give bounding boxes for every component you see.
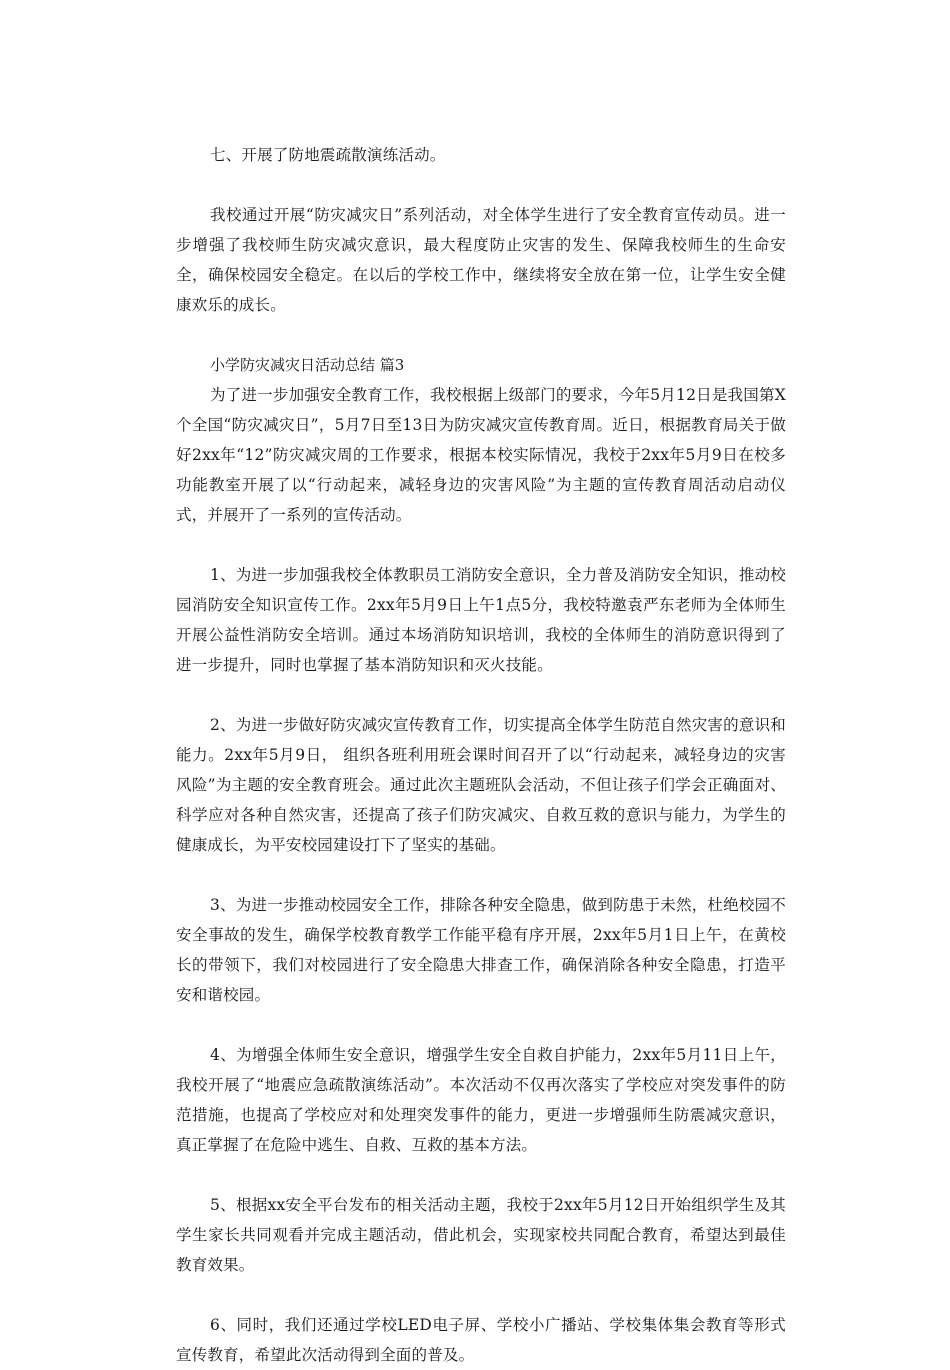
item-4-paragraph: 4、为增强全体师生安全意识，增强学生安全自救自护能力，2xx年5月11日上午，我校开展了“地震应急疏散演练活动”。本次活动不仅再次落实了学校应对突发事件的防范措施，也提高了学校应对和处理突发事件的能力，更进一步增强师生防震减灾意识，真正掌握了在危险中逃生、自救、互救的基本方法。 (176, 1046, 786, 1154)
section-7-heading: 七、开展了防地震疏散演练活动。 (210, 146, 446, 164)
summary-paragraph: 我校通过开展“防灾减灾日”系列活动，对全体学生进行了安全教育宣传动员。进一步增强了我校师生防灾减灾意识，最大程度防止灾害的发生、保障我校师生的生命安全，确保校园安全稳定。在以后的学校工作中，继续将安全放在第一位，让学生安全健康欢乐的成长。 (176, 206, 786, 314)
item-2-paragraph: 2、为进一步做好防灾减灾宣传教育工作，切实提高全体学生防范自然灾害的意识和能力。2xx年5月9日， 组织各班利用班会课时间召开了以“行动起来，减轻身边的灾害风险”为主题的安全教育班会。通过此次主题班队会活动，不但让孩子们学会正确面对、科学应对各种自然灾害，还提高了孩子们防灾减灾、自救互救的意识与能力，为学生的健康成长，为平安校园建设打下了坚实的基础。 (176, 716, 786, 854)
item-3-paragraph: 3、为进一步推动校园安全工作，排除各种安全隐患，做到防患于未然，杜绝校园不安全事故的发生，确保学校教育教学工作能平稳有序开展，2xx年5月1日上午，在黄校长的带领下，我们对校园进行了安全隐患大排查工作，确保消除各种安全隐患，打造平安和谐校园。 (176, 896, 786, 1004)
intro-paragraph: 为了进一步加强安全教育工作，我校根据上级部门的要求，今年5月12日是我国第X个全国“防灾减灾日”，5月7日至13日为防灾减灾宣传教育周。近日，根据教育局关于做好2xx年“12”防灾减灾周的工作要求，根据本校实际情况，我校于2xx年5月9日在校多功能教室开展了以“行动起来，减轻身边的灾害风险”为主题的宣传教育周活动启动仪式，并展开了一系列的宣传活动。 (176, 386, 786, 524)
document-page (176, 140, 786, 1370)
item-5-paragraph: 5、根据xx安全平台发布的相关活动主题，我校于2xx年5月12日开始组织学生及其学生家长共同观看并完成主题活动，借此机会，实现家校共同配合教育，希望达到最佳教育效果。 (176, 1196, 786, 1274)
article-title: 小学防灾减灾日活动总结 篇3 (210, 356, 405, 374)
item-1-paragraph: 1、为进一步加强我校全体教职员工消防安全意识，全力普及消防安全知识，推动校园消防安全知识宣传工作。2xx年5月9日上午1点5分，我校特邀袁严东老师为全体师生开展公益性消防安全培训。通过本场消防知识培训，我校的全体师生的消防意识得到了进一步提升，同时也掌握了基本消防知识和灭火技能。 (176, 566, 786, 674)
item-6-paragraph: 6、同时，我们还通过学校LED电子屏、学校小广播站、学校集体集会教育等形式宣传教育，希望此次活动得到全面的普及。 (176, 1316, 786, 1364)
